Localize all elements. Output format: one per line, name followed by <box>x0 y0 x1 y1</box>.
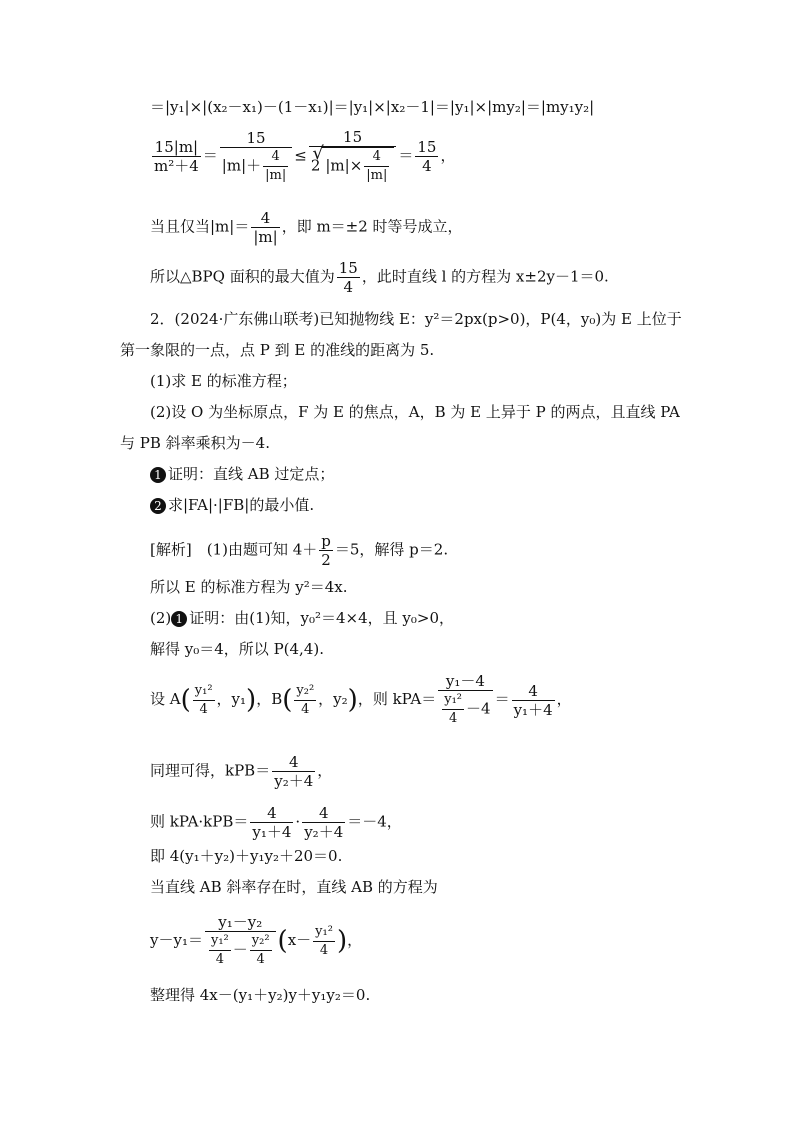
solution-line-6: 同理可得，kPB＝ $\frac{4}{\text{y₂＋4}}$ ， <box>150 753 333 790</box>
equality-condition: 当且仅当|m|＝ $\frac{4}{|m|}$ ，即 m＝±2 时等号成立， <box>150 209 463 246</box>
problem-2-statement: 2．(2024·广东佛山联考)已知抛物线 E：y²＝2px(p>0)，P(4，y₀)为 E 上位于 <box>150 310 682 328</box>
solution-line-11: 整理得 4x－(y₁＋y₂)y＋y₁y₂＝0. <box>150 986 371 1004</box>
solution-line-5: 设 A( $\frac{\text{y₁²}}{4}$ ，y₁)，B( $\frac{\text{y₂²}}{4}$ ，y₂)，则 kPA＝ y₁－4 $\frac{\text{y₁²}}{4}$ －4 ＝ $\frac{4}{\text{y₁＋4}}$ ， <box>150 672 572 726</box>
problem-2-statement-cont: 第一象限的一点，点 P 到 E 的准线的距离为 5. <box>120 341 435 359</box>
problem-2-part-2: (2)设 O 为坐标原点，F 为 E 的焦点，A，B 为 E 上异于 P 的两点，且直线 PA <box>150 403 680 421</box>
circled-number: 1 <box>150 467 166 483</box>
solution-line-1: [解析] (1)由题可知 4＋ $\frac{p}{2}$ ＝5，解得 p＝2. <box>150 532 449 569</box>
circled-number: 2 <box>150 498 166 514</box>
max-area-conclusion: 所以△BPQ 面积的最大值为 $\frac{15}{4}$ ，此时直线 l 的方程为 x±2y－1＝0. <box>150 259 609 296</box>
solution-line-7: 则 kPA·kPB＝ $\frac{4}{\text{y₁＋4}}$ · $\frac{4}{\text{y₂＋4}}$ ＝－4， <box>150 804 402 841</box>
problem-2-part-2-cont: 与 PB 斜率乘积为－4. <box>120 434 270 452</box>
problem-2-part-1: (1)求 E 的标准方程； <box>150 372 297 390</box>
solution-line-9: 当直线 AB 斜率存在时，直线 AB 的方程为 <box>150 878 438 896</box>
problem-2-subpart-1: 1 证明：直线 AB 过定点； <box>150 464 334 484</box>
solution-line-3: (2) 1 证明：由(1)知，y₀²＝4×4，且 y₀>0， <box>150 609 455 627</box>
solution-line-10: y－y₁＝ y₁－y₂ $\frac{\text{y₁²}}{4}$ － $\frac{\text{y₂²}}{4}$ (x－ $\frac{\text{y₁²}}{4}$ )， <box>150 913 363 967</box>
problem-2-subpart-2: 2 求|FA|·|FB|的最小值. <box>150 495 314 515</box>
solution-line-2: 所以 E 的标准方程为 y²＝4x. <box>150 578 348 596</box>
circled-number: 1 <box>171 611 187 627</box>
equation-line-2: $\frac{15|m|}{\text{m²＋4}}$ ＝ 15 |m|＋ $\frac{4}{|m|}$ ≤ 15 2√ |m|× $\frac{4}{|m|}$ ＝ $\frac{15}{4}$ ， <box>150 128 455 185</box>
solution-line-8: 即 4(y₁＋y₂)＋y₁y₂＋20＝0. <box>150 847 343 865</box>
equation-line-1: ＝|y₁|×|(x₂－x₁)－(1－x₁)|＝|y₁|×|x₂－1|＝|y₁|×|my₂|＝|my₁y₂| <box>150 98 595 116</box>
solution-line-4: 解得 y₀＝4，所以 P(4,4). <box>150 640 324 658</box>
